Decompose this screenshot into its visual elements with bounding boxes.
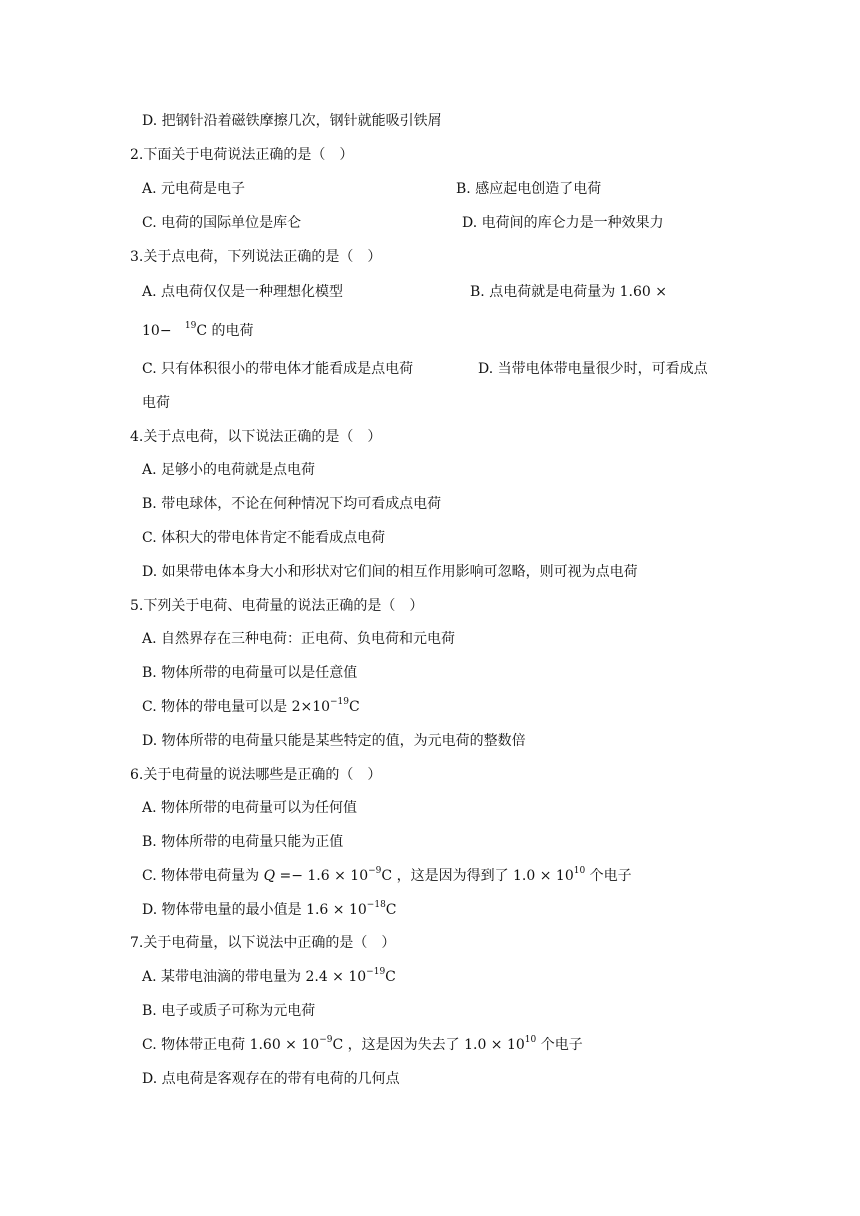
q6-d-exponent: −18	[366, 900, 386, 910]
q6-c-exponent-2: 10	[573, 866, 586, 876]
q4-option-a: A. 足够小的电荷就是点电荷	[142, 462, 316, 478]
q3-b-cont-unit: C 的电荷	[196, 323, 254, 339]
q2-option-a: A. 元电荷是电子	[142, 181, 246, 197]
q6-c-base: C. 物体带电荷量为 𝑄 =− 1.6 × 10	[142, 868, 369, 884]
q5-c-base: C. 物体的带电量可以是 2×10	[142, 699, 331, 715]
q2-option-c: C. 电荷的国际单位是库仑	[142, 215, 302, 231]
q3-option-c: C. 只有体积很小的带电体才能看成是点电荷	[142, 361, 414, 377]
q6-c-tail: 个电子	[585, 868, 632, 884]
q5-option-b: B. 物体所带的电荷量可以是任意值	[142, 665, 358, 681]
q6-option-d	[142, 900, 397, 920]
q4-option-b: B. 带电球体，不论在何种情况下均可看成点电荷	[142, 496, 442, 512]
q3-stem: 3.关于点电荷，下列说法正确的是（ ）	[130, 249, 382, 265]
q4-option-d: D. 如果带电体本身大小和形状对它们间的相互作用影响可忽略，则可视为点电荷	[142, 564, 638, 580]
q7-c-exponent-1: −9	[319, 1035, 333, 1045]
q7-a-base: A. 某带电油滴的带电量为 2.4 × 10	[142, 969, 367, 985]
q6-option-b: B. 物体所带的电荷量只能为正值	[142, 834, 344, 850]
q3-option-b-continuation	[142, 321, 254, 341]
q3-b-cont-base: 10−	[142, 323, 172, 339]
q6-stem: 6.关于电荷量的说法哪些是正确的（ ）	[130, 767, 382, 783]
q7-a-exponent: −19	[366, 967, 386, 977]
q7-stem: 7.关于电荷量，以下说法中正确的是（ ）	[130, 935, 396, 951]
q7-option-a	[142, 967, 396, 987]
q5-c-unit: C	[349, 699, 360, 715]
q4-option-c: C. 体积大的带电体肯定不能看成点电荷	[142, 530, 386, 546]
q5-option-a: A. 自然界存在三种电荷：正电荷、负电荷和元电荷	[142, 631, 456, 647]
q3-b-cont-exponent: 19	[184, 321, 197, 331]
q7-c-tail: 个电子	[536, 1037, 583, 1053]
q2-option-b: B. 感应起电创造了电荷	[456, 181, 602, 197]
q6-c-exponent-1: −9	[368, 866, 382, 876]
q4-stem: 4.关于点电荷，以下说法正确的是（ ）	[130, 429, 382, 445]
q7-option-b: B. 电子或质子可称为元电荷	[142, 1003, 316, 1019]
q5-stem: 5.下列关于电荷、电荷量的说法正确的是（ ）	[130, 598, 424, 614]
q5-c-exponent: −19	[330, 697, 350, 707]
q7-option-c	[142, 1035, 583, 1055]
q3-option-b: B. 点电荷就是电荷量为 1.60 ×	[470, 284, 667, 300]
q2-option-d: D. 电荷间的库仑力是一种效果力	[462, 215, 664, 231]
q6-d-unit: C	[385, 902, 397, 918]
q7-option-d: D. 点电荷是客观存在的带有电荷的几何点	[142, 1071, 400, 1087]
q6-c-middle: C ，这是因为得到了 1.0 × 10	[381, 868, 574, 884]
q6-option-a: A. 物体所带的电荷量可以为任何值	[142, 800, 358, 816]
q1-option-d: D. 把钢针沿着磁铁摩擦几次，钢针就能吸引铁屑	[142, 113, 442, 129]
q3-option-d: D. 当带电体带电量很少时，可看成点	[478, 361, 708, 377]
q3-option-d-continuation: 电荷	[142, 395, 170, 411]
q3-option-a: A. 点电荷仅仅是一种理想化模型	[142, 284, 344, 300]
q7-a-unit: C	[385, 969, 396, 985]
q7-c-base: C. 物体带正电荷 1.60 × 10	[142, 1037, 320, 1053]
q6-d-base: D. 物体带电量的最小值是 1.6 × 10	[142, 902, 367, 918]
q5-option-c	[142, 697, 360, 717]
q7-c-middle: C ，这是因为失去了 1.0 × 10	[332, 1037, 525, 1053]
q2-stem: 2.下面关于电荷说法正确的是（ ）	[130, 147, 354, 163]
q6-option-c	[142, 866, 632, 886]
q7-c-exponent-2: 10	[524, 1035, 537, 1045]
q5-option-d: D. 物体所带的电荷量只能是某些特定的值，为元电荷的整数倍	[142, 733, 526, 749]
